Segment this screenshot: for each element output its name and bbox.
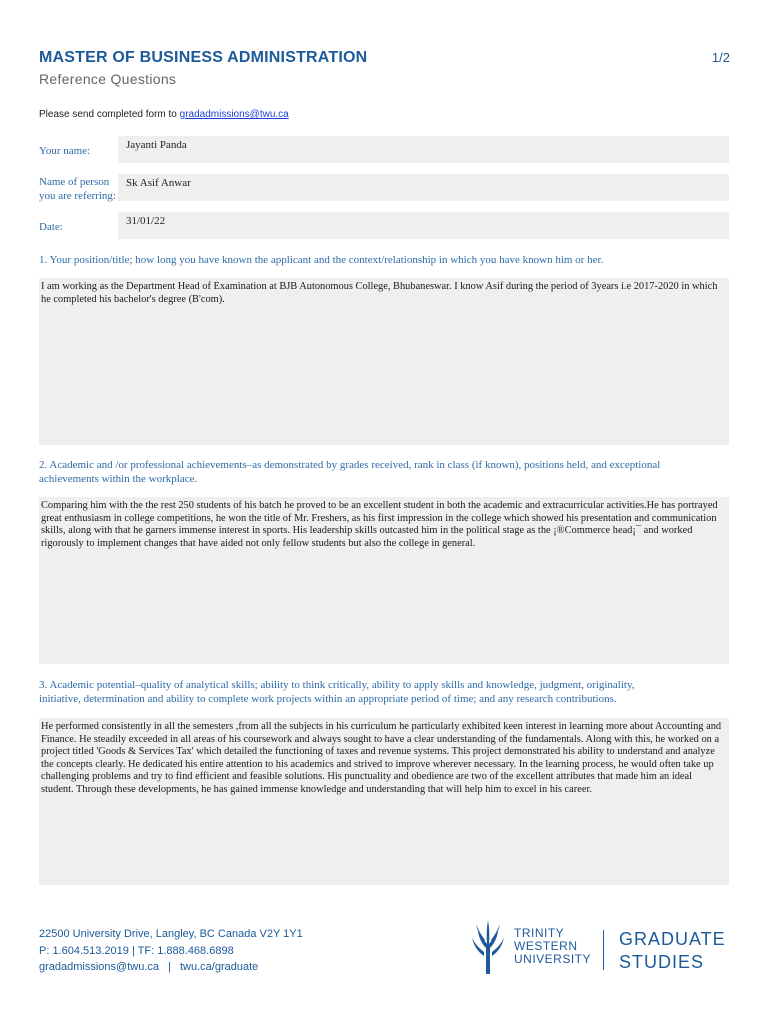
question-3: 3. Academic potential–quality of analytical skills; ability to think critically, ability to apply skills and knowledge, judgment, originality, initiative, determination and ability to complete work projects within an appropriate period of time; and any research contributions.: [39, 679, 635, 705]
logo-line-2: WESTERN: [514, 939, 578, 953]
instruction-text: Please send completed form to: [39, 109, 180, 120]
referring-field[interactable]: Sk Asif Anwar: [118, 174, 729, 201]
logo-line-1: TRINITY: [514, 926, 565, 940]
question-2: 2. Academic and /or professional achievements–as demonstrated by grades received, rank in class (if known), positions held, and exceptional achievements within the workplace.: [39, 459, 661, 485]
logo-university-name: [514, 927, 591, 966]
footer-links: [39, 959, 303, 976]
logo-divider: [603, 930, 604, 970]
footer-address: 22500 University Drive, Langley, BC Canada V2Y 1Y1: [39, 928, 303, 940]
footer-phone: P: 1.604.513.2019 | TF: 1.888.468.6898: [39, 944, 234, 957]
answer-2-field[interactable]: Comparing him with the the rest 250 students of his batch he proved to be an excellent student in both the academic and extracurricular activities.He has portrayed great enthusiasm in college competitions, he won the title of Mr. Freshers, as his first impression in the college which showed his presentation and communication skills, along with that he garners immense interest in sports. His leadership skills outcasted him in the political stage as the ¡®Commerce head¡¯ and worked rigorously to implement changes that have aided not only fellow students but also the college in general.: [39, 497, 729, 664]
name-label: Your name:: [39, 145, 91, 157]
logo-right-line-2: STUDIES: [619, 952, 705, 972]
twu-logo: [470, 918, 730, 976]
flame-tree-icon: [470, 918, 506, 974]
referring-label-line1: Name of person: [39, 176, 110, 188]
footer-separator: |: [168, 961, 171, 973]
referring-label-line2: you are referring:: [39, 190, 116, 202]
date-label: Date:: [39, 221, 63, 233]
footer-website-link[interactable]: twu.ca/graduate: [179, 961, 259, 973]
footer-email-link[interactable]: gradadmissions@twu.ca: [39, 961, 159, 973]
question-1: 1. Your position/title; how long you have known the applicant and the context/relationship in which you have known him or her.: [39, 254, 604, 266]
name-field[interactable]: Jayanti Panda: [118, 136, 729, 163]
instruction-line: [39, 109, 289, 120]
footer-contact: [39, 926, 303, 976]
instruction-email-link[interactable]: gradadmissions@twu.ca: [179, 109, 289, 120]
page-number: 1/2: [711, 50, 730, 65]
logo-right-line-1: GRADUATE: [619, 929, 726, 949]
referring-label: [39, 175, 116, 203]
answer-3-field[interactable]: He performed consistently in all the semesters ,from all the subjects in his curriculum he particularly exhibited keen interest in learning more about Accounting and Finance. He steadily exceeded in all areas of his coursework and always sought to have a clear understanding of the fundamentals. Along with this, he worked on a project titled 'Goods & Services Tax' which detailed the functioning of taxes and revenue systems. This project demonstrated his ability to understand and analyze the concepts clearly. He dedicated his entire attention to his academics and strived to improve wherever necessary. In the learning process, he would often take up challenging problems and try to find efficient and feasible solutions. His punctuality and obedience are two of the excellent attributes that made him an ideal student. Through these developments, he has gained immense knowledge and understanding that will help him to excel in his career.: [39, 718, 729, 885]
page-title: MASTER OF BUSINESS ADMINISTRATION: [39, 49, 368, 66]
logo-graduate-studies: [619, 928, 726, 974]
logo-line-3: UNIVERSITY: [514, 952, 592, 966]
date-field[interactable]: 31/01/22: [118, 212, 729, 239]
answer-1-field[interactable]: I am working as the Department Head of Examination at BJB Autonomous College, Bhubaneswar. I know Asif during the period of 3years i.e 2017-2020 in which he completed his bachelor's degree (B'com).: [39, 278, 729, 445]
page-subtitle: Reference Questions: [39, 71, 177, 87]
